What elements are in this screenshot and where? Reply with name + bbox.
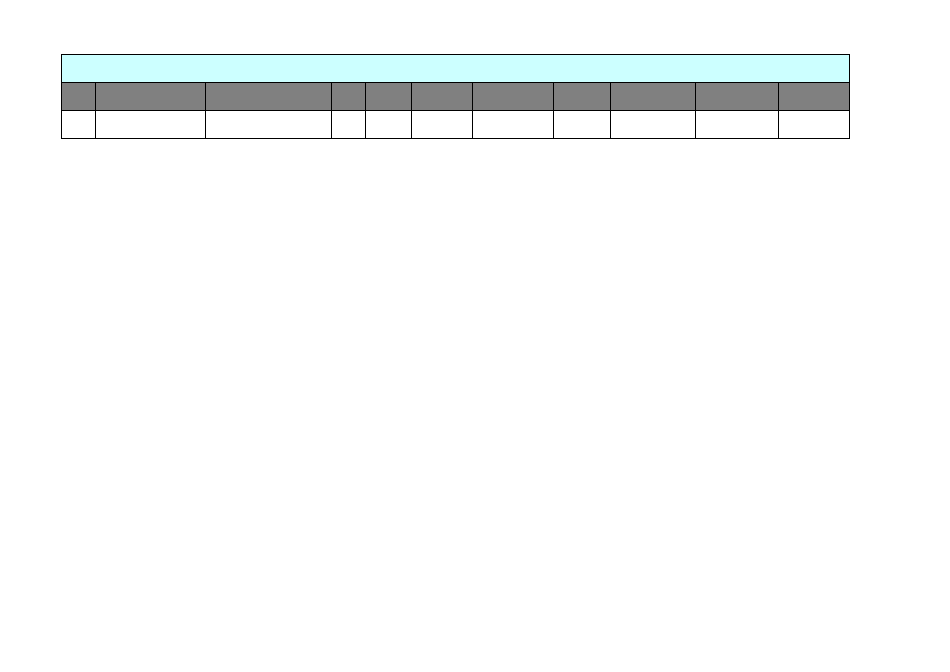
header-inst-price	[554, 83, 611, 111]
grand-mat-total	[473, 111, 554, 139]
header-total	[696, 83, 779, 111]
header-spec	[206, 83, 332, 111]
grand-inst-total	[611, 111, 696, 139]
header-mat-price	[412, 83, 473, 111]
header-seq	[62, 83, 96, 111]
grand-total-row	[62, 111, 850, 139]
section-title	[62, 55, 850, 83]
quote-spreadsheet	[61, 54, 850, 139]
section-row	[62, 55, 850, 83]
header-qty	[366, 83, 412, 111]
header-mat-total	[473, 83, 554, 111]
header-unit	[332, 83, 366, 111]
header-note	[779, 83, 850, 111]
header-name	[96, 83, 206, 111]
header-inst-total	[611, 83, 696, 111]
header-row	[62, 83, 850, 111]
